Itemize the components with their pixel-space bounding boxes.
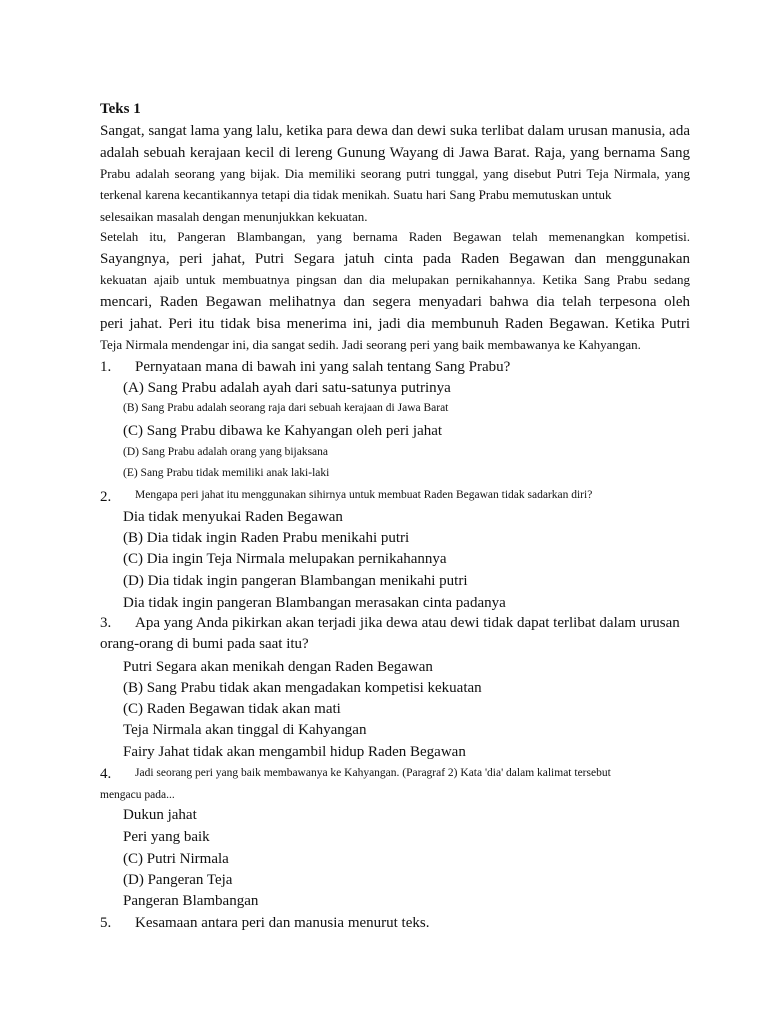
option-e: Pangeran Blambangan — [123, 893, 259, 909]
question-number: 4. — [100, 766, 112, 782]
option-e: (E) Sang Prabu tidak memiliki anak laki-laki — [123, 467, 330, 479]
option-e: Dia tidak ingin pangeran Blambangan merasakan cinta padanya — [123, 595, 506, 611]
option-c: (C) Putri Nirmala — [123, 851, 229, 867]
option-c: (C) Dia ingin Teja Nirmala melupakan pernikahannya — [123, 551, 447, 567]
paragraph-1-line-5: selesaikan masalah dengan menunjukkan kekuatan. — [100, 209, 368, 224]
question-text: Kesamaan antara peri dan manusia menurut teks. — [135, 915, 430, 931]
option-e: Fairy Jahat tidak akan mengambil hidup Raden Begawan — [123, 744, 466, 760]
option-b: (B) Dia tidak ingin Raden Prabu menikahi putri — [123, 530, 410, 546]
document-title: Teks 1 — [100, 101, 141, 117]
paragraph-1-line-2: adalah sebuah kerajaan kecil di lereng Gunung Wayang di Jawa Barat. Raja, yang bernama Sang — [100, 145, 690, 161]
option-a: Dukun jahat — [123, 807, 197, 823]
paragraph-2-line-5: peri jahat. Peri itu tidak bisa menerima ini, jadi dia membunuh Raden Begawan. Ketika Putri — [100, 316, 690, 332]
option-b: Peri yang baik — [123, 829, 210, 845]
question-text: Apa yang Anda pikirkan akan terjadi jika dewa atau dewi tidak dapat terlibat dalam urusan — [135, 615, 680, 631]
option-a: Dia tidak menyukai Raden Begawan — [123, 509, 343, 525]
option-c: (C) Sang Prabu dibawa ke Kahyangan oleh peri jahat — [123, 423, 443, 439]
question-number: 5. — [100, 915, 112, 931]
option-b: (B) Sang Prabu tidak akan mengadakan kompetisi kekuatan — [123, 680, 482, 696]
paragraph-2-line-1: Setelah itu, Pangeran Blambangan, yang bernama Raden Begawan telah memenangkan kompetisi. — [100, 229, 690, 244]
paragraph-2-line-6: Teja Nirmala mendengar ini, dia sangat sedih. Jadi seorang peri yang baik membawanya ke Kahyangan. — [100, 337, 641, 352]
option-a: (A) Sang Prabu adalah ayah dari satu-satunya putrinya — [123, 380, 451, 396]
question-number: 1. — [100, 359, 112, 375]
option-d: Teja Nirmala akan tinggal di Kahyangan — [123, 722, 367, 738]
question-text: Pernyataan mana di bawah ini yang salah tentang Sang Prabu? — [135, 359, 511, 375]
option-b: (B) Sang Prabu adalah seorang raja dari sebuah kerajaan di Jawa Barat — [123, 402, 449, 414]
question-text: Jadi seorang peri yang baik membawanya ke Kahyangan. (Paragraf 2) Kata 'dia' dalam kalimat tersebut — [135, 767, 611, 779]
paragraph-2-line-3: kekuatan ajaib untuk membuatnya pingsan dan dia melupakan pernikahannya. Ketika Sang Prabu sedang — [100, 272, 690, 287]
paragraph-1-line-4: terkenal karena kecantikannya tetapi dia tidak menikah. Suatu hari Sang Prabu memutuskan untuk — [100, 187, 612, 202]
option-a: Putri Segara akan menikah dengan Raden Begawan — [123, 659, 433, 675]
option-d: (D) Dia tidak ingin pangeran Blambangan menikahi putri — [123, 573, 468, 589]
option-d: (D) Pangeran Teja — [123, 872, 233, 888]
question-text-continued: mengacu pada... — [100, 789, 175, 801]
question-number: 3. — [100, 615, 112, 631]
paragraph-1-line-1: Sangat, sangat lama yang lalu, ketika para dewa dan dewi suka terlibat dalam urusan manusia, ada — [100, 123, 690, 139]
paragraph-2-line-4: mencari, Raden Begawan melihatnya dan segera menyadari bahwa dia telah terpesona oleh — [100, 294, 690, 310]
paragraph-2-line-2: Sayangnya, peri jahat, Putri Segara jatuh cinta pada Raden Begawan dan menggunakan — [100, 251, 690, 267]
question-number: 2. — [100, 489, 112, 505]
paragraph-1-line-3: Prabu adalah seorang yang bijak. Dia memiliki seorang putri tunggal, yang disebut Putri Teja Nirmala, yang — [100, 166, 690, 181]
option-c: (C) Raden Begawan tidak akan mati — [123, 701, 341, 717]
question-text-continued: orang-orang di bumi pada saat itu? — [100, 636, 309, 652]
option-d: (D) Sang Prabu adalah orang yang bijaksana — [123, 446, 329, 458]
question-text: Mengapa peri jahat itu menggunakan sihirnya untuk membuat Raden Begawan tidak sadarkan diri? — [135, 489, 593, 501]
